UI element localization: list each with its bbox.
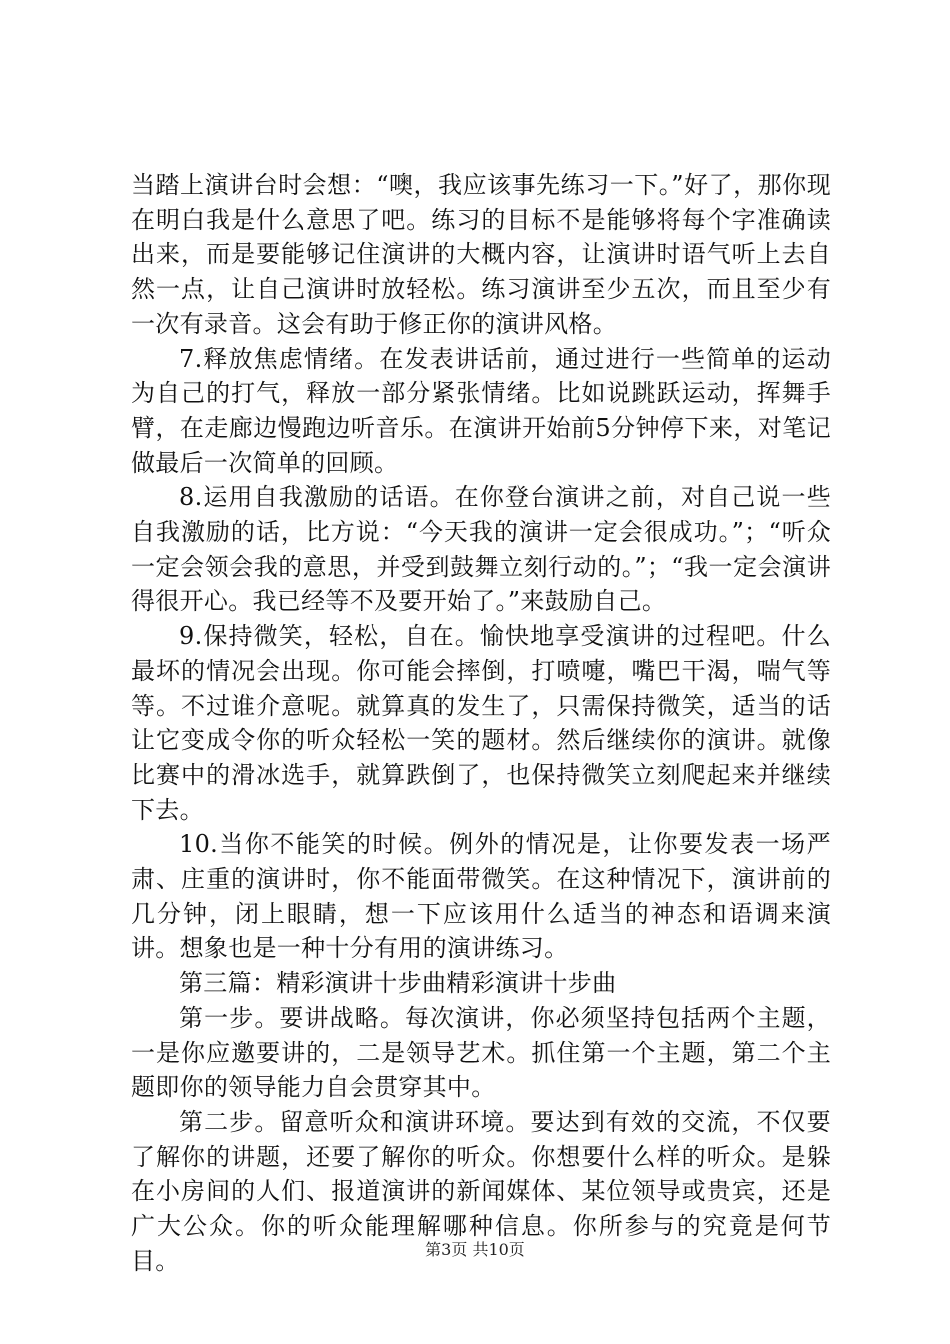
document-body <box>131 168 831 1279</box>
paragraph-step-2: 第二步。留意听众和演讲环境。要达到有效的交流，不仅要了解你的讲题，还要了解你的听众。你想要什么样的听众。是躲在小房间的人们、报道演讲的新闻媒体、某位领导或贵宾，还是广大公众。你的听众能理解哪种信息。你所参与的究竟是何节目。 <box>131 1107 831 1275</box>
paragraph-item-10: 10.当你不能笑的时候。例外的情况是，让你要发表一场严肃、庄重的演讲时，你不能面带微笑。在这种情况下，演讲前的几分钟，闭上眼睛，想一下应该用什么适当的神态和语调来演讲。想象也是一种十分有用的演讲练习。 <box>131 830 831 963</box>
paragraph-item-7: 7.释放焦虑情绪。在发表讲话前，通过进行一些简单的运动为自己的打气，释放一部分紧张情绪。比如说跳跃运动，挥舞手臂，在走廊边慢跑边听音乐。在演讲开始前5分钟停下来，对笔记做最后一次简单的回顾。 <box>131 344 831 477</box>
section-heading: 第三篇：精彩演讲十步曲精彩演讲十步曲 <box>179 969 617 998</box>
paragraph-item-9: 9.保持微笑，轻松，自在。愉快地享受演讲的过程吧。什么最坏的情况会出现。你可能会摔倒，打喷嚏，嘴巴干渴，喘气等等。不过谁介意呢。就算真的发生了，只需保持微笑，适当的话让它变成令你的听众轻松一笑的题材。然后继续你的演讲。就像比赛中的滑冰选手，就算跌倒了，也保持微笑立刻爬起来并继续下去。 <box>131 622 831 824</box>
paragraph-step-1: 第一步。要讲战略。每次演讲，你必须坚持包括两个主题，一是你应邀要讲的，二是领导艺术。抓住第一个主题，第二个主题即你的领导能力自会贯穿其中。 <box>131 1003 831 1102</box>
paragraph-continuation: 当踏上演讲台时会想：“噢，我应该事先练习一下。”好了，那你现在明白我是什么意思了吧。练习的目标不是能够将每个字准确读出来，而是要能够记住演讲的大概内容，让演讲时语气听上去自然一点，让自己演讲时放轻松。练习演讲至少五次，而且至少有一次有录音。这会有助于修正你的演讲风格。 <box>131 171 831 338</box>
page-number-footer: 第3页 共10页 <box>425 1240 525 1259</box>
paragraph-item-8: 8.运用自我激励的话语。在你登台演讲之前，对自己说一些自我激励的话，比方说：“今天我的演讲一定会很成功。”；“听众一定会领会我的意思，并受到鼓舞立刻行动的。”；“我一定会演讲得很开心。我已经等不及要开始了。”来鼓励自己。 <box>131 483 831 616</box>
